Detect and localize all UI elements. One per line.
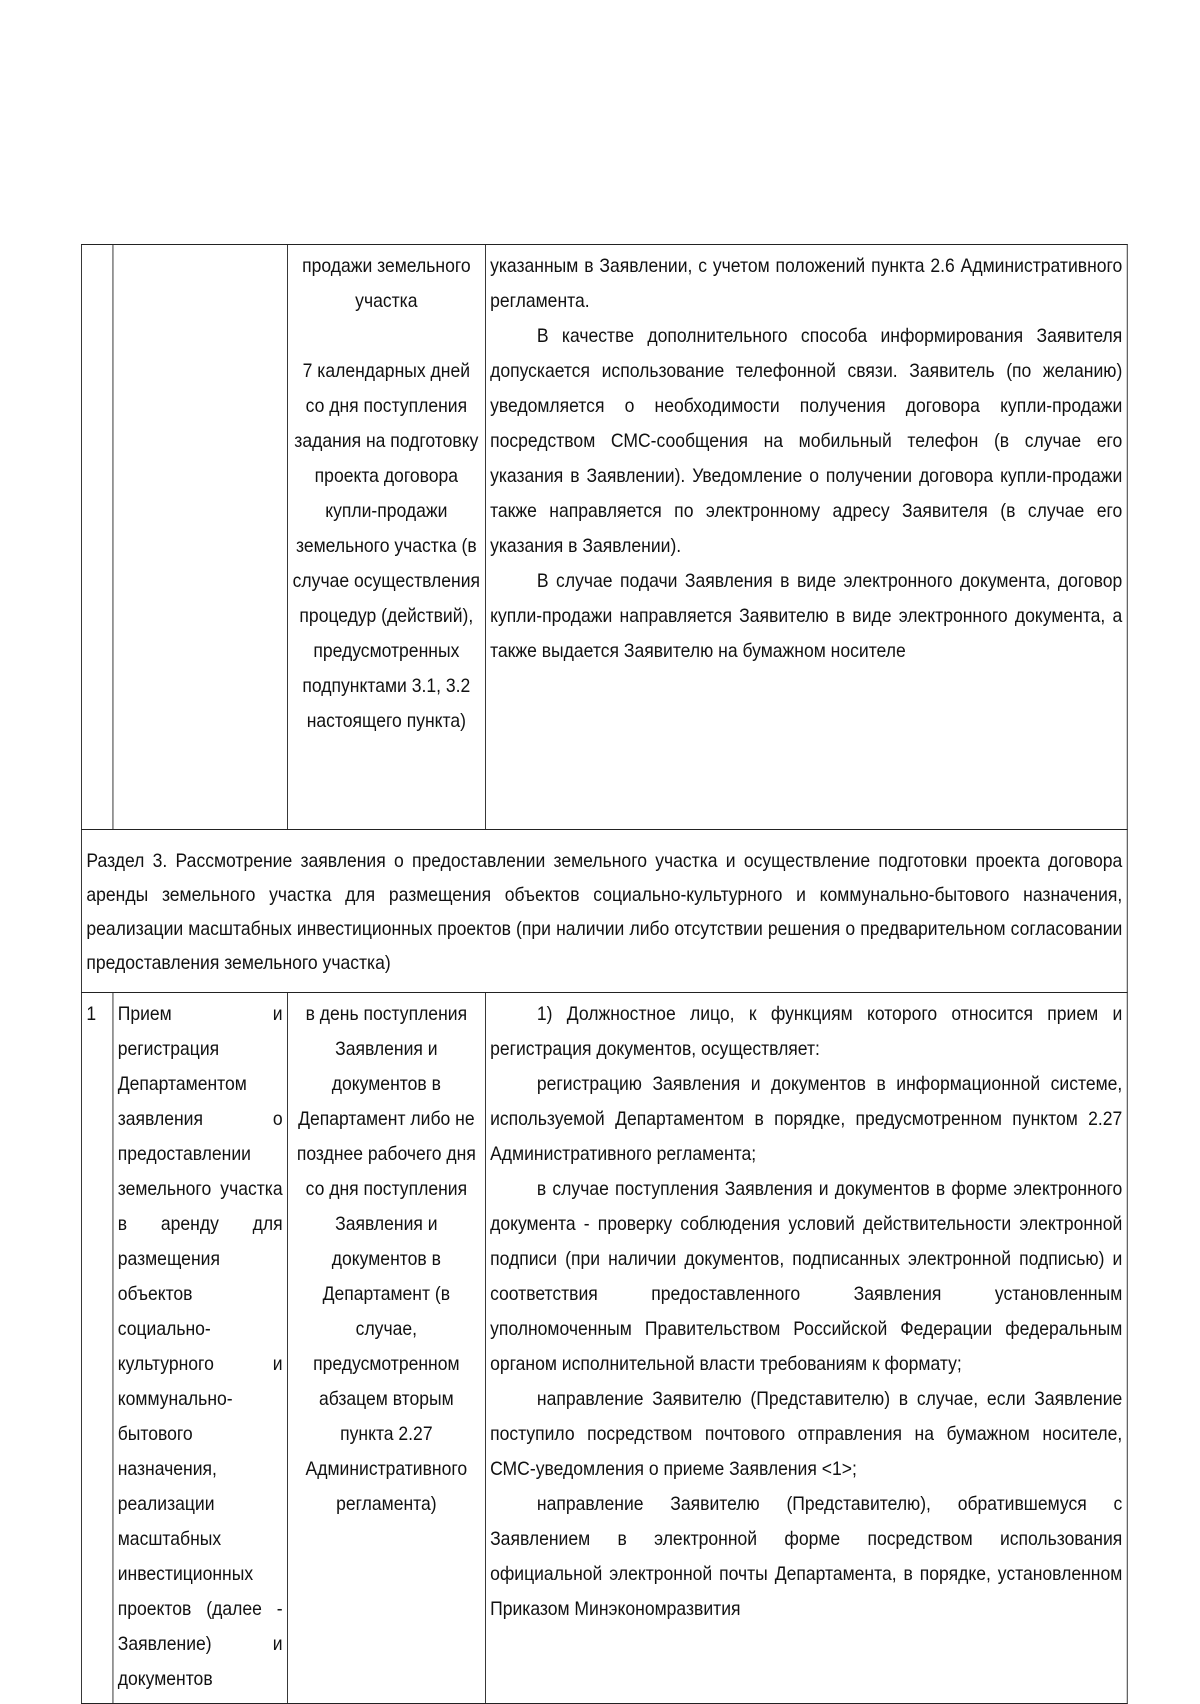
- content-paragraph: указанным в Заявлении, с учетом положений пункта 2.6 Административного регламента.: [490, 255, 1123, 312]
- table-row: [81, 993, 1127, 1704]
- deadline-text-bottom: 7 календарных дней со дня поступления задания на подготовку проекта договора купли-продажи земельного участка (в случае осуществления процедур (действий), предусмотренных подпунктами 3.1, 3.2 настоящего пункта): [292, 360, 481, 732]
- cell-deadline: в день поступления Заявления и документов в Департамент либо не позднее рабочего дня со дня поступления Заявления и документов в Департамент (в случае, предусмотренном абзацем вторым пункта 2.27 Административного регламента): [288, 993, 486, 1704]
- regulation-table: [81, 244, 1128, 1704]
- content-paragraph: регистрацию Заявления и документов в информационной системе, используемой Департаментом в порядке, предусмотренном пунктом 2.27 Административного регламента;: [490, 1073, 1123, 1165]
- cell-content: [485, 245, 1127, 830]
- content-paragraph: В случае подачи Заявления в виде электронного документа, договор купли-продажи направляется Заявителю в виде электронного документа, а также выдается Заявителю на бумажном носителе: [490, 570, 1123, 662]
- content-paragraph: 1) Должностное лицо, к функциям которого относится прием и регистрация документов, осуществляет:: [490, 1003, 1123, 1060]
- cell-number: 1: [81, 993, 112, 1704]
- table-row: [81, 245, 1127, 830]
- section-row: [81, 830, 1127, 993]
- section-heading: Раздел 3. Рассмотрение заявления о предоставлении земельного участка и осуществление подготовки проекта договора аренды земельного участка для размещения объектов социально-культурного и коммунально-бытового назначения, реализации масштабных инвестиционных проектов (при наличии либо отсутствии решения о предварительном согласовании предоставления земельного участка): [81, 830, 1127, 993]
- cell-content: [485, 993, 1127, 1704]
- cell-number: [81, 245, 112, 830]
- content-paragraph: направление Заявителю (Представителю), обратившемуся с Заявлением в электронной форме посредством использования официальной электронной почты Департамента, в порядке, установленном Приказом Минэкономразвития: [490, 1493, 1123, 1620]
- cell-procedure: Прием и регистрация Департаментом заявления о предоставлении земельного участка в аренду для размещения объектов социально-культурного и коммунально-бытового назначения, реализации масштабных инвестиционных проектов (далее - Заявление) и документов: [113, 993, 288, 1704]
- content-paragraph: В качестве дополнительного способа информирования Заявителя допускается использование телефонной связи. Заявитель (по желанию) уведомляется о необходимости получения договора купли-продажи посредством СМС-сообщения на мобильный телефон (в случае его указания в Заявлении). Уведомление о получении договора купли-продажи также направляется по электронному адресу Заявителя (в случае его указания в Заявлении).: [490, 325, 1123, 557]
- cell-procedure: [113, 245, 288, 830]
- content-paragraph: в случае поступления Заявления и документов в форме электронного документа - проверку соблюдения условий действительности электронной подписи (при наличии документов, подписанных электронной подписью) и соответствия предоставленного Заявления установленным уполномоченным Правительством Российской Федерации федеральным органом исполнительной власти требованиям к формату;: [490, 1178, 1123, 1375]
- cell-deadline: [288, 245, 486, 830]
- content-paragraph: направление Заявителю (Представителю) в случае, если Заявление поступило посредством почтового отправления на бумажном носителе, СМС-уведомления о приеме Заявления <1>;: [490, 1388, 1123, 1480]
- deadline-text-top: продажи земельного участка: [302, 255, 471, 312]
